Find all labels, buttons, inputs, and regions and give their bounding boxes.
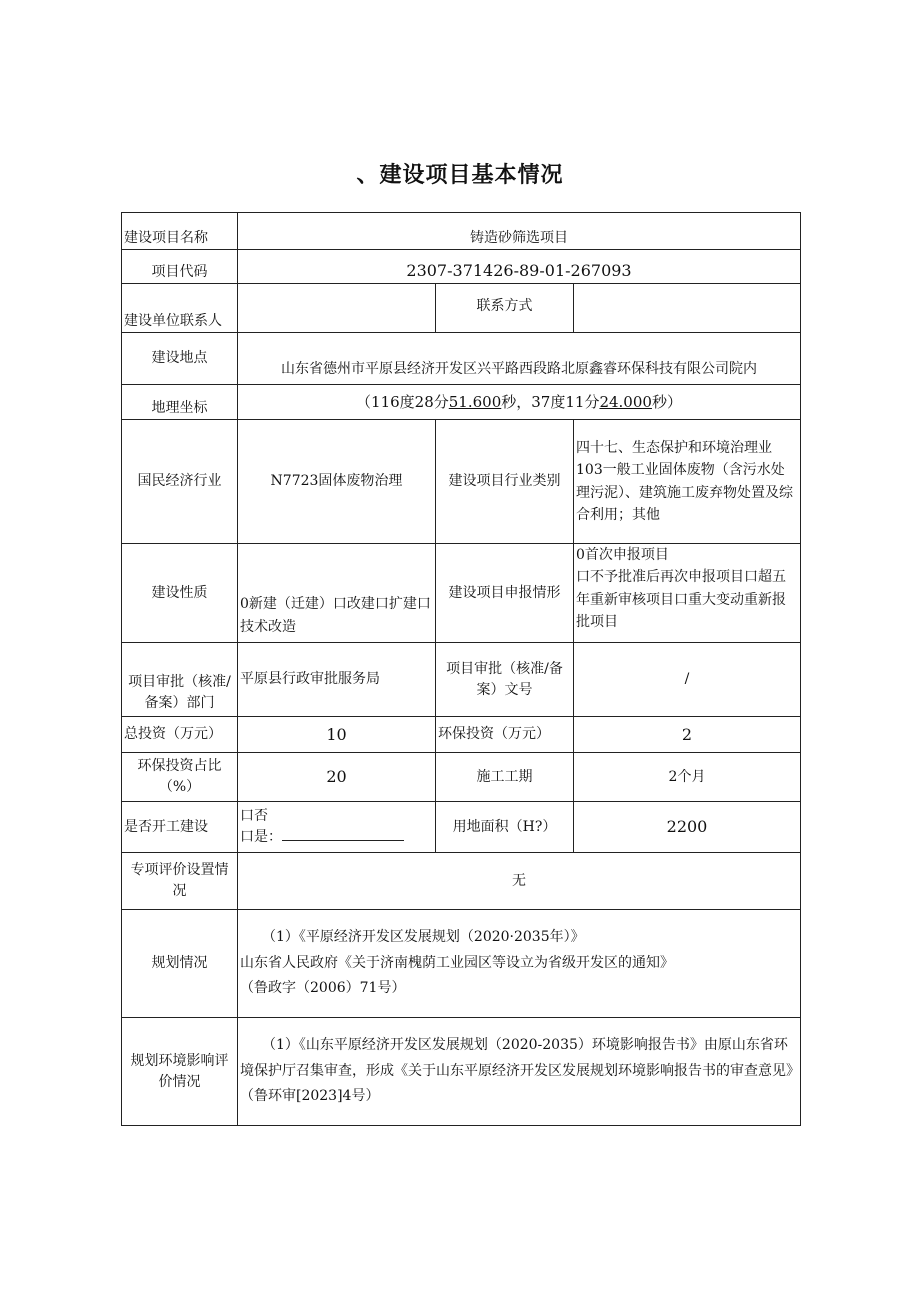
planning-line-1: （1）《平原经济开发区发展规划（2020·2035年）》 [262, 928, 585, 945]
coords-mid: 秒，37度11分 [501, 392, 600, 411]
project-code-label: 项目代码 [122, 250, 238, 284]
declare-options: 口不予批准后再次申报项目口超五年重新审核项目口重大变动重新报批项目 [576, 569, 786, 631]
started-label: 是否开工建设 [122, 802, 238, 853]
planning-value [238, 910, 801, 1018]
location-value: 山东省德州市平原县经济开发区兴平路西段路北原鑫睿环保科技有限公司院内 [238, 333, 801, 385]
project-name-value: 铸造砂筛选项目 [238, 213, 801, 250]
ratio-label: 环保投资占比（%） [122, 753, 238, 802]
table-row [122, 853, 801, 910]
contact-method-label: 联系方式 [436, 284, 574, 333]
declare-first: 0首次申报项目 [576, 547, 669, 563]
env-investment-label: 环保投资（万元） [436, 717, 574, 753]
coords-value [238, 385, 801, 420]
table-row [122, 213, 801, 250]
investment-value: 10 [238, 717, 436, 753]
approval-value: 平原县行政审批服务局 [238, 643, 436, 717]
project-info-table [121, 212, 801, 1126]
table-row [122, 284, 801, 333]
section-title: 、建设项目基本情况 [356, 163, 564, 188]
period-value: 2个月 [574, 753, 801, 802]
project-name-label: 建设项目名称 [122, 213, 238, 250]
area-label: 用地面积（H?） [436, 802, 574, 853]
table-row [122, 717, 801, 753]
coords-label: 地理坐标 [122, 385, 238, 420]
declare-value [574, 544, 801, 643]
project-code-value: 2307-371426-89-01-267093 [238, 250, 801, 284]
industry-category-value: 四十七、生态保护和环境治理业103一般工业固体废物（含污水处理污泥）、建筑施工废弃物处置及综合利用；其他 [574, 420, 801, 544]
planning-line-2: 山东省人民政府《关于济南槐荫工业园区等设立为省级开发区的通知》（鲁政字（2006）71号） [240, 954, 674, 997]
area-value: 2200 [574, 802, 801, 853]
period-label: 施工工期 [436, 753, 574, 802]
coords-lat-seconds: 24.000 [599, 392, 652, 411]
plan-eia-value: （1）《山东平原经济开发区发展规划（2020-2035）环境影响报告书》由原山东省环境保护厅召集审查，形成《关于山东平原经济开发区发展规划环境影响报告书的审查意见》（鲁环审[2023]4号） [238, 1018, 801, 1126]
table-row [122, 910, 801, 1018]
contact-value [238, 284, 436, 333]
location-label: 建设地点 [122, 333, 238, 385]
industry-value: N7723固体废物治理 [238, 420, 436, 544]
approval-doc-label: 项目审批（核准/备案）文号 [436, 643, 574, 717]
table-row [122, 643, 801, 717]
env-investment-value: 2 [574, 717, 801, 753]
table-row [122, 1018, 801, 1126]
planning-label: 规划情况 [122, 910, 238, 1018]
table-row [122, 802, 801, 853]
coords-prefix: （116度28分 [356, 392, 449, 411]
industry-category-label: 建设项目行业类别 [436, 420, 574, 544]
blank-line [282, 828, 404, 841]
approval-label: 项目审批（核准/备案）部门 [122, 643, 238, 717]
started-options [238, 802, 436, 853]
table-row [122, 420, 801, 544]
industry-label: 国民经济行业 [122, 420, 238, 544]
nature-label: 建设性质 [122, 544, 238, 643]
contact-label: 建设单位联系人 [122, 284, 238, 333]
investment-label: 总投资（万元） [122, 717, 238, 753]
nature-value: 0新建（迁建）口改建口扩建口技术改造 [238, 544, 436, 643]
table-row [122, 333, 801, 385]
coords-lon-seconds: 51.600 [448, 392, 502, 411]
plan-eia-label: 规划环境影响评价情况 [122, 1018, 238, 1126]
ratio-value: 20 [238, 753, 436, 802]
special-value: 无 [238, 853, 801, 910]
table-row [122, 385, 801, 420]
approval-doc-value: / [574, 643, 801, 717]
coords-suffix: 秒） [651, 392, 682, 411]
contact-method-value [574, 284, 801, 333]
option-no[interactable]: 口否 [240, 808, 268, 824]
table-row [122, 753, 801, 802]
table-row [122, 250, 801, 284]
option-yes[interactable]: 口是： [240, 829, 282, 845]
declare-label: 建设项目申报情形 [436, 544, 574, 643]
special-label: 专项评价设置情况 [122, 853, 238, 910]
table-row [122, 544, 801, 643]
